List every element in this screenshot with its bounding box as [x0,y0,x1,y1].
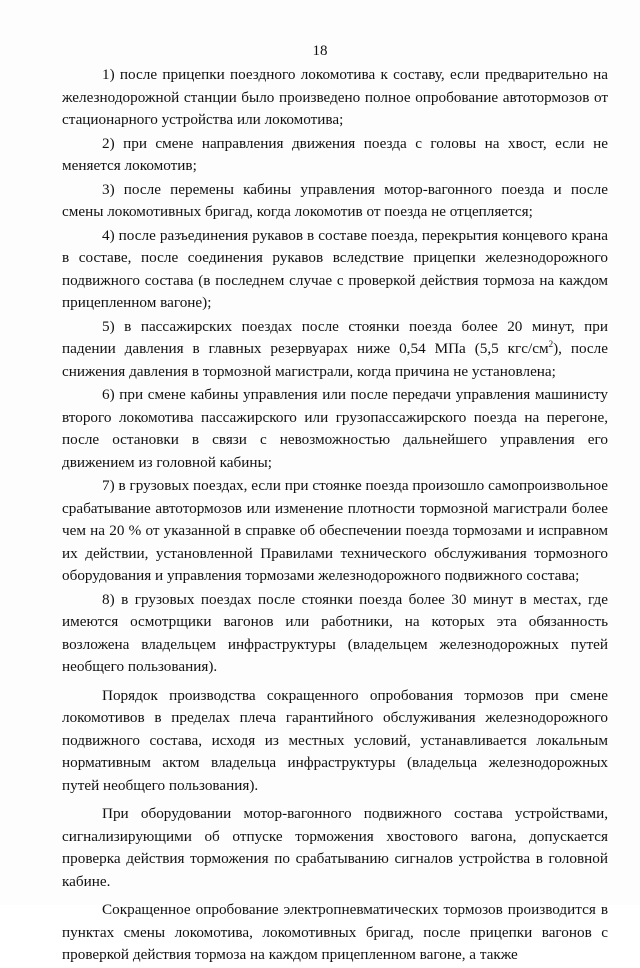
paragraph-7: 7) в грузовых поездах, если при стоянке поезда произошло самопроизвольное срабатывание автотормозов или изменение плотности тормозной магистрали более чем на 20 % от указанной в справке об обеспечении поезда тормозами и исправном их действии, установленной Правилами технического обслуживания тормозного оборудования и управления тормозами железнодорожного подвижного состава; [62,477,608,584]
paragraph-3: 3) после перемены кабины управления мотор-вагонного поезда и после смены локомотивных бригад, когда локомотив от поезда не отцепляется; [62,180,608,220]
paragraph-1: 1) после прицепки поездного локомотива к составу, если предварительно на железнодорожной станции было произведено полное опробование автотормозов от стационарного устройства или локомотива; [62,66,608,128]
paragraph-equipment: При оборудовании мотор-вагонного подвижного состава устройствами, сигнализирующими об отпуске торможения хвостового вагона, допускается проверка действия торможения по срабатыванию сигналов устройства в головной кабине. [62,805,608,890]
page-number: 18 [312,43,328,59]
paragraph-5-text-before: 5) в пассажирских поездах после стоянки поезда более 20 минут, при падении давления в главных резервуарах ниже 0,54 МПа (5,5 кгс/см [62,317,608,357]
paragraph-4: 4) после разъединения рукавов в составе поезда, перекрытия концевого крана в составе, после соединения рукавов вследствие прицепки железнодорожного подвижного состава (в последнем случае с проверкой действия тормоза на каждом прицепленном вагоне); [62,226,608,311]
paragraph-electropneumatic: Сокращенное опробование электропневматических тормозов производится в пунктах смены локомотива, локомотивных бригад, после прицепки вагонов с проверкой действия тормоза на каждом прицепленном вагоне, а также [62,901,608,963]
paragraph-6: 6) при смене кабины управления или после передачи управления машинисту второго локомотива пассажирского или грузопассажирского поезда на перегоне, после остановки в связи с невозможностью дальнейшего управления его движением из головной кабины; [62,386,608,471]
paragraph-procedure: Порядок производства сокращенного опробования тормозов при смене локомотивов в пределах плеча гарантийного обслуживания железнодорожного подвижного состава, исходя из местных условий, устанавливается локальным нормативным актом владельца инфраструктуры (владельца железнодорожных путей необщего пользования). [62,686,608,794]
paragraph-5-text-after: ), после снижения давления в тормозной магистрали, когда причина не установлена; [62,340,608,380]
paragraph-2: 2) при смене направления движения поезда с головы на хвост, если не меняется локомотив; [62,134,608,174]
document-body [62,64,608,968]
paragraph-5 [62,316,608,384]
paragraph-8: 8) в грузовых поездах после стоянки поезда более 30 минут в местах, где имеются осмотрщики вагонов или работники, на которых эта обязанность возложена владельцем инфраструктуры (владельцем железнодорожных путей необщего пользования). [62,590,608,675]
superscript-exponent: 2 [548,339,554,349]
